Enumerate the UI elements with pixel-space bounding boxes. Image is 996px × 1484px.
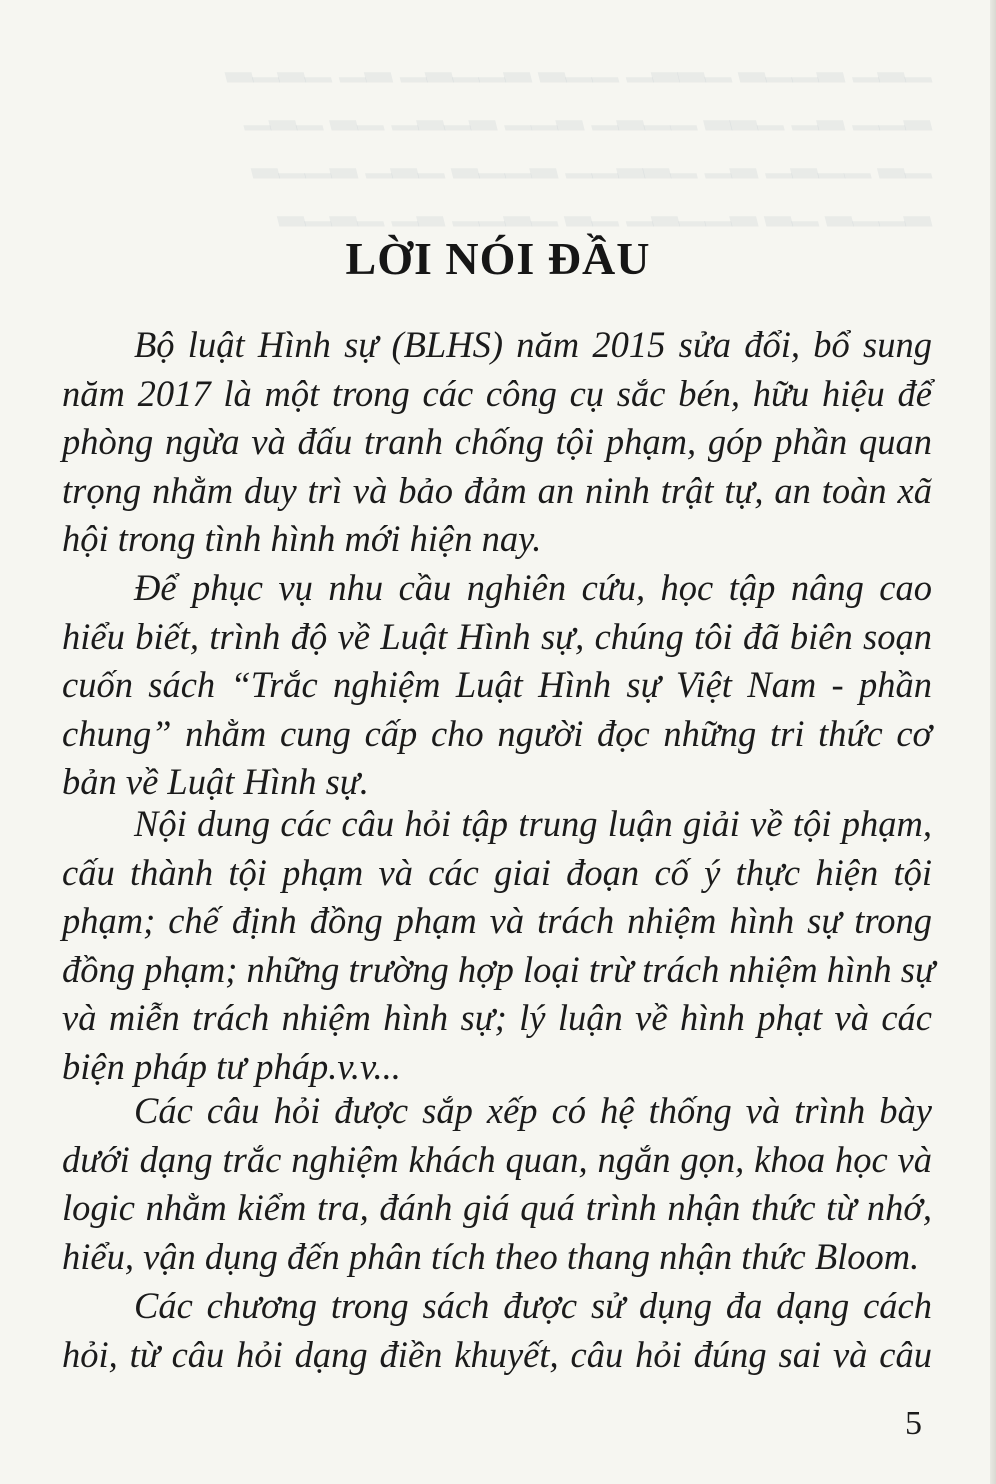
text-line: cấu thành tội phạm và các giai đoạn cố ý thực hiện tội (62, 851, 932, 893)
text-line: hội trong tình hình mới hiện nay. (62, 518, 542, 560)
page-title: LỜI NÓI ĐẦU (345, 233, 651, 284)
text-line: năm 2017 là một trong các công cụ sắc bén, hữu hiệu để (62, 372, 932, 414)
text-line: phòng ngừa và đấu tranh chống tội phạm, góp phần quan (62, 421, 932, 463)
text-line: dưới dạng trắc nghiệm khách quan, ngắn gọn, khoa học và (62, 1138, 932, 1180)
paragraph-5 (62, 1282, 932, 1379)
text-line: Nội dung các câu hỏi tập trung luận giải về tội phạm, (134, 803, 932, 844)
text-line: Bộ luật Hình sự (BLHS) năm 2015 sửa đổi, bổ sung (134, 324, 932, 365)
text-line: hỏi, từ câu hỏi dạng điền khuyết, câu hỏi đúng sai và câu (62, 1333, 932, 1375)
text-line: bản về Luật Hình sự. (62, 761, 369, 803)
page-number: 5 (905, 1405, 922, 1442)
text-line: hiểu biết, trình độ về Luật Hình sự, chúng tôi đã biên soạn (62, 615, 932, 657)
paragraph-3 (62, 800, 935, 1092)
text-line: biện pháp tư pháp.v.v... (62, 1045, 401, 1087)
text-line: trọng nhằm duy trì và bảo đảm an ninh trật tự, an toàn xã (62, 469, 932, 511)
text-line: Các câu hỏi được sắp xếp có hệ thống và trình bày (134, 1090, 932, 1131)
paragraph-4 (62, 1087, 932, 1281)
text-line: Các chương trong sách được sử dụng đa dạng cách (134, 1285, 932, 1326)
text-line: logic nhằm kiểm tra, đánh giá quá trình nhận thức từ nhớ, (62, 1187, 932, 1229)
paragraph-1 (62, 321, 932, 564)
text-line: đồng phạm; những trường hợp loại trừ trách nhiệm hình sự (62, 948, 935, 990)
text-line: cuốn sách “Trắc nghiệm Luật Hình sự Việt Nam - phần (62, 664, 932, 706)
paragraph-2 (62, 564, 932, 807)
text-line: hiểu, vận dụng đến phân tích theo thang nhận thức Bloom. (62, 1235, 920, 1277)
text-line: Để phục vụ nhu cầu nghiên cứu, học tập nâng cao (134, 567, 932, 608)
text-line: chung” nhằm cung cấp cho người đọc những tri thức cơ (62, 712, 932, 754)
text-line: phạm; chế định đồng phạm và trách nhiệm hình sự trong (62, 900, 932, 942)
show-through-texture: ▁▂▁ ▂▁▁▂ ▁▂▂▁ ▁▁▂ ▂▁▁▂▁ ▂▁ ▁▂▁▂ ▂▁▁ ▂▁ ▁▂▂ ▁▁▂▁ ▂▁▁ ▂▁▂▁ ▁▂ ▁▂▁ ▁▂ ▁▁▂▁ ▂▁ ▁▂▂▁▁ ▂▁▁▂ ▁▂▁ ▂▁▁▂ ▂▁▁▂ ▁▂ ▂▁▁▂▁ ▁▂ ▁▂▁▁ ▂▁ ▁▂▁▂ (225, 45, 930, 226)
text-line: và miễn trách nhiệm hình sự; lý luận về hình phạt và các (62, 997, 932, 1039)
page-edge (990, 0, 996, 1484)
